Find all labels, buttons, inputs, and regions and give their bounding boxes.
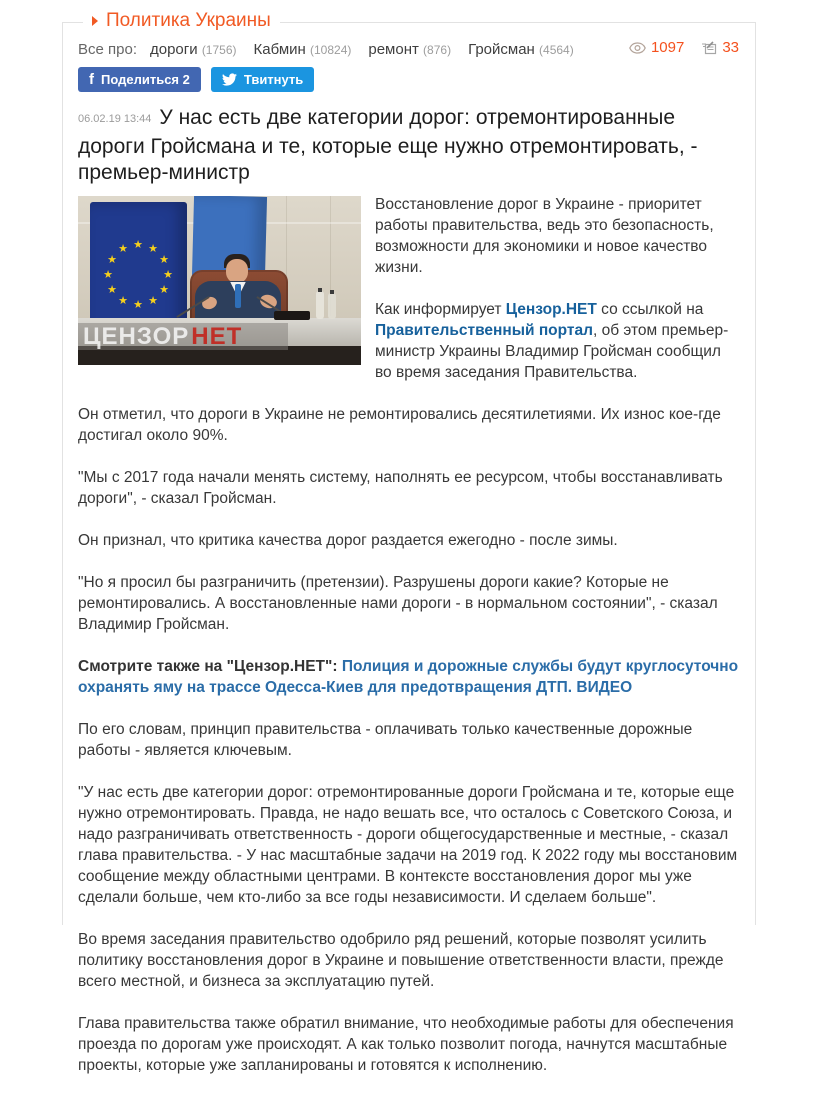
tag-count: (876)	[423, 42, 452, 57]
watermark-text: ЦЕНЗОР	[83, 322, 190, 350]
section-title[interactable]	[83, 10, 280, 32]
paragraph-text: со ссылкой на	[596, 300, 704, 318]
person-face	[226, 259, 248, 283]
facebook-share-label: Поделиться 2	[101, 71, 190, 87]
article-title: У нас есть две категории дорог: отремонтированные дороги Гройсмана и те, которые еще нужно отремонтировать, - премьер-министр	[78, 105, 698, 184]
tag-label: дороги	[150, 40, 198, 58]
comments-count[interactable]: 33	[722, 39, 739, 56]
paragraph: Он признал, что критика качества дорог раздается ежегодно - после зимы.	[78, 531, 618, 549]
person-tie	[235, 284, 241, 308]
photo-watermark	[78, 323, 288, 350]
twitter-share-button[interactable]	[211, 67, 314, 92]
article-title-block	[78, 105, 739, 186]
svg-text:★: ★	[133, 237, 143, 251]
article-body	[78, 194, 739, 1097]
svg-text:★: ★	[148, 293, 158, 307]
see-also-link[interactable]: Полиция и дорожные службы будут круглосуточно охранять яму на трассе Одесса-Киев для предотвращения ДТП. ВИДЕО	[78, 657, 739, 696]
comments-icon[interactable]	[701, 41, 717, 55]
svg-text:★: ★	[107, 282, 117, 296]
tag-count: (4564)	[539, 42, 574, 57]
tag-groysman[interactable]	[468, 41, 574, 58]
svg-text:★: ★	[159, 252, 169, 266]
tag-count: (1756)	[201, 42, 237, 57]
twitter-bird-icon	[222, 73, 237, 86]
paragraph: По его словам, принцип правительства - оплачивать только качественные дорожные работы - является ключевым.	[78, 720, 693, 759]
paragraph: "Но я просил бы разграничить (претензии). Разрушены дороги какие? Которые не ремонтировались. А восстановленные нами дороги - в нормальном состоянии", - сказал Владимир Гройсман.	[78, 573, 718, 633]
svg-text:★: ★	[107, 252, 117, 266]
content-frame	[62, 10, 756, 1074]
paragraph: Восстановление дорог в Украине - приоритет работы правительства, ведь это безопасность, возможности для экономики и новое качество жизни.	[375, 195, 714, 276]
svg-text:★: ★	[118, 293, 128, 307]
bottle-cap	[330, 290, 334, 294]
bottle-cap	[318, 288, 322, 292]
tag-kabmin[interactable]	[254, 41, 352, 58]
article-stats	[629, 39, 739, 56]
watermark-text: НЕТ	[191, 322, 243, 350]
section-title-label: Политика Украины	[106, 10, 271, 31]
paragraph-text: Как информирует	[375, 300, 506, 318]
see-also-block	[78, 656, 739, 698]
facebook-icon: f	[89, 70, 94, 88]
share-row	[78, 67, 739, 92]
svg-text:★: ★	[163, 267, 173, 281]
svg-text:★: ★	[148, 241, 158, 255]
facebook-share-button[interactable]	[78, 67, 201, 92]
water-bottle	[316, 291, 324, 319]
tags-label: Все про:	[78, 40, 137, 58]
paragraph: Он отметил, что дороги в Украине не ремонтировались десятилетиями. Их износ кое-где достигал около 90%.	[78, 405, 721, 444]
paragraph-text: , об этом премьер-министр Украины Владимир Гройсман сообщил во время заседания Правительства.	[375, 321, 729, 381]
svg-text:★: ★	[159, 282, 169, 296]
tag-label: ремонт	[368, 40, 419, 58]
svg-text:★: ★	[118, 241, 128, 255]
tag-remont[interactable]	[368, 41, 451, 58]
tags-row	[78, 39, 739, 58]
eye-icon	[629, 42, 646, 54]
water-bottle	[328, 293, 336, 319]
article-photo[interactable]	[78, 196, 361, 365]
see-also-prefix: Смотрите также на "Цензор.НЕТ":	[78, 657, 342, 675]
twitter-share-label: Твитнуть	[243, 71, 304, 87]
section-arrow-icon	[92, 16, 98, 26]
paragraph: Глава правительства также обратил внимание, что необходимые работы для обеспечения проезда по дорогам уже происходят. А как только позволит погода, начнутся масштабные проекты, которые уже запланированы и готовятся к исполнению.	[78, 1014, 734, 1074]
tag-count: (10824)	[310, 42, 352, 57]
svg-text:★: ★	[103, 267, 113, 281]
paragraph: "Мы с 2017 года начали менять систему, наполнять ее ресурсом, чтобы восстанавливать дороги", - сказал Гройсман.	[78, 468, 723, 507]
article-datetime: 06.02.19 13:44	[78, 112, 152, 125]
government-portal-link[interactable]: Правительственный портал	[375, 321, 593, 339]
paragraph: "У нас есть две категории дорог: отремонтированные дороги Гройсмана и те, которые еще нужно отремонтировать. Правда, не надо вешать все, что осталось с Советского Союза, и надо разграничивать ответственность - дороги общегосударственные и местные, - сказал глава правительства. - У нас масштабные задачи на 2019 год. К 2022 году мы восстановим сообщение между областными центрами. В контексте восстановления дорог мы уже сделали больше, чем кто-либо за все годы независимости. И сделаем больше".	[78, 783, 738, 906]
tag-label: Гройсман	[468, 40, 535, 58]
paragraph: Во время заседания правительство одобрило ряд решений, которые позволят усилить политику восстановления дорог в Украине и повышение ответственности власти, прежде всего местной, и бизнеса за эксплуатацию путей.	[78, 930, 724, 990]
desk-folder	[274, 311, 310, 320]
tag-label: Кабмин	[253, 40, 306, 58]
tag-dorogi[interactable]	[150, 41, 237, 58]
svg-text:★: ★	[133, 297, 143, 311]
censor-net-link[interactable]: Цензор.НЕТ	[505, 300, 597, 318]
views-count: 1097	[650, 39, 685, 56]
